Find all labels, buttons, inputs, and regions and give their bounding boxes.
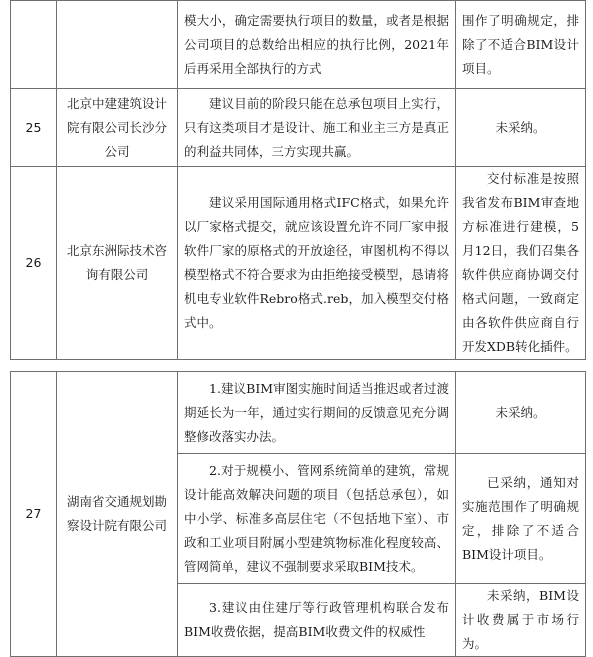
result-text: 已采纳，通知对实施范围作了明确规定，排除了不适合BIM设计项目。 <box>456 454 586 584</box>
organization-name: 北京东洲际技术咨询有限公司 <box>57 167 178 360</box>
table-row <box>11 1 586 89</box>
suggestion-text: 3.建议由住建厅等行政管理机构联合发布BIM收费依据，提高BIM收费文件的权威性 <box>178 584 456 657</box>
table-row <box>11 167 586 360</box>
row-number: 25 <box>11 89 57 167</box>
suggestion-text: 2.对于规模小、管网系统简单的建筑，常规设计能高效解决问题的项目（包括总承包），如中小学、标准多高层住宅（不包括地下室）、市政和工业项目附属小型建筑物标准化程度较高、管网简单，建议不强制要求采取BIM技术。 <box>178 454 456 584</box>
suggestion-text: 1.建议BIM审图实施时间适当推迟或者过渡期延长为一年，通过实行期间的反馈意见充分调整修改落实办法。 <box>178 372 456 454</box>
suggestion-text: 模大小，确定需要执行项目的数量，或者是根据公司项目的总数给出相应的执行比例，2021年后再采用全部执行的方式 <box>178 1 456 89</box>
result-text: 围作了明确规定，排除了不适合BIM设计项目。 <box>456 1 586 89</box>
organization-name <box>57 1 178 89</box>
result-text: 未采纳。 <box>456 372 586 454</box>
result-text: 未采纳，BIM设计收费属于市场行为。 <box>456 584 586 657</box>
suggestion-text: 建议目前的阶段只能在总承包项目上实行，只有这类项目才是设计、施工和业主三方是真正的利益共同体，三方实现共赢。 <box>178 89 456 167</box>
table-row <box>11 372 586 454</box>
suggestion-text: 建议采用国际通用格式IFC格式，如果允许以厂家格式提交，就应该设置允许不同厂家申报软件厂家的原格式的开放途径，审图机构不得以模型格式不符合要求为由拒绝接受模型，恳请将机电专业软件Rebro格式.reb，加入模型交付格式中。 <box>178 167 456 360</box>
result-text: 未采纳。 <box>456 89 586 167</box>
comments-table-part-2 <box>10 371 586 657</box>
table-row <box>11 89 586 167</box>
row-number <box>11 1 57 89</box>
organization-name: 北京中建建筑设计院有限公司长沙分公司 <box>57 89 178 167</box>
organization-name: 湖南省交通规划勘察设计院有限公司 <box>57 372 178 657</box>
row-number: 27 <box>11 372 57 657</box>
row-number: 26 <box>11 167 57 360</box>
result-text: 交付标准是按照我省发布BIM审查地方标准进行建模，5月12日，我们召集各软件供应商协调交付格式问题，一致商定由各软件供应商自行开发XDB转化插件。 <box>456 167 586 360</box>
comments-table-part-1 <box>10 0 586 360</box>
